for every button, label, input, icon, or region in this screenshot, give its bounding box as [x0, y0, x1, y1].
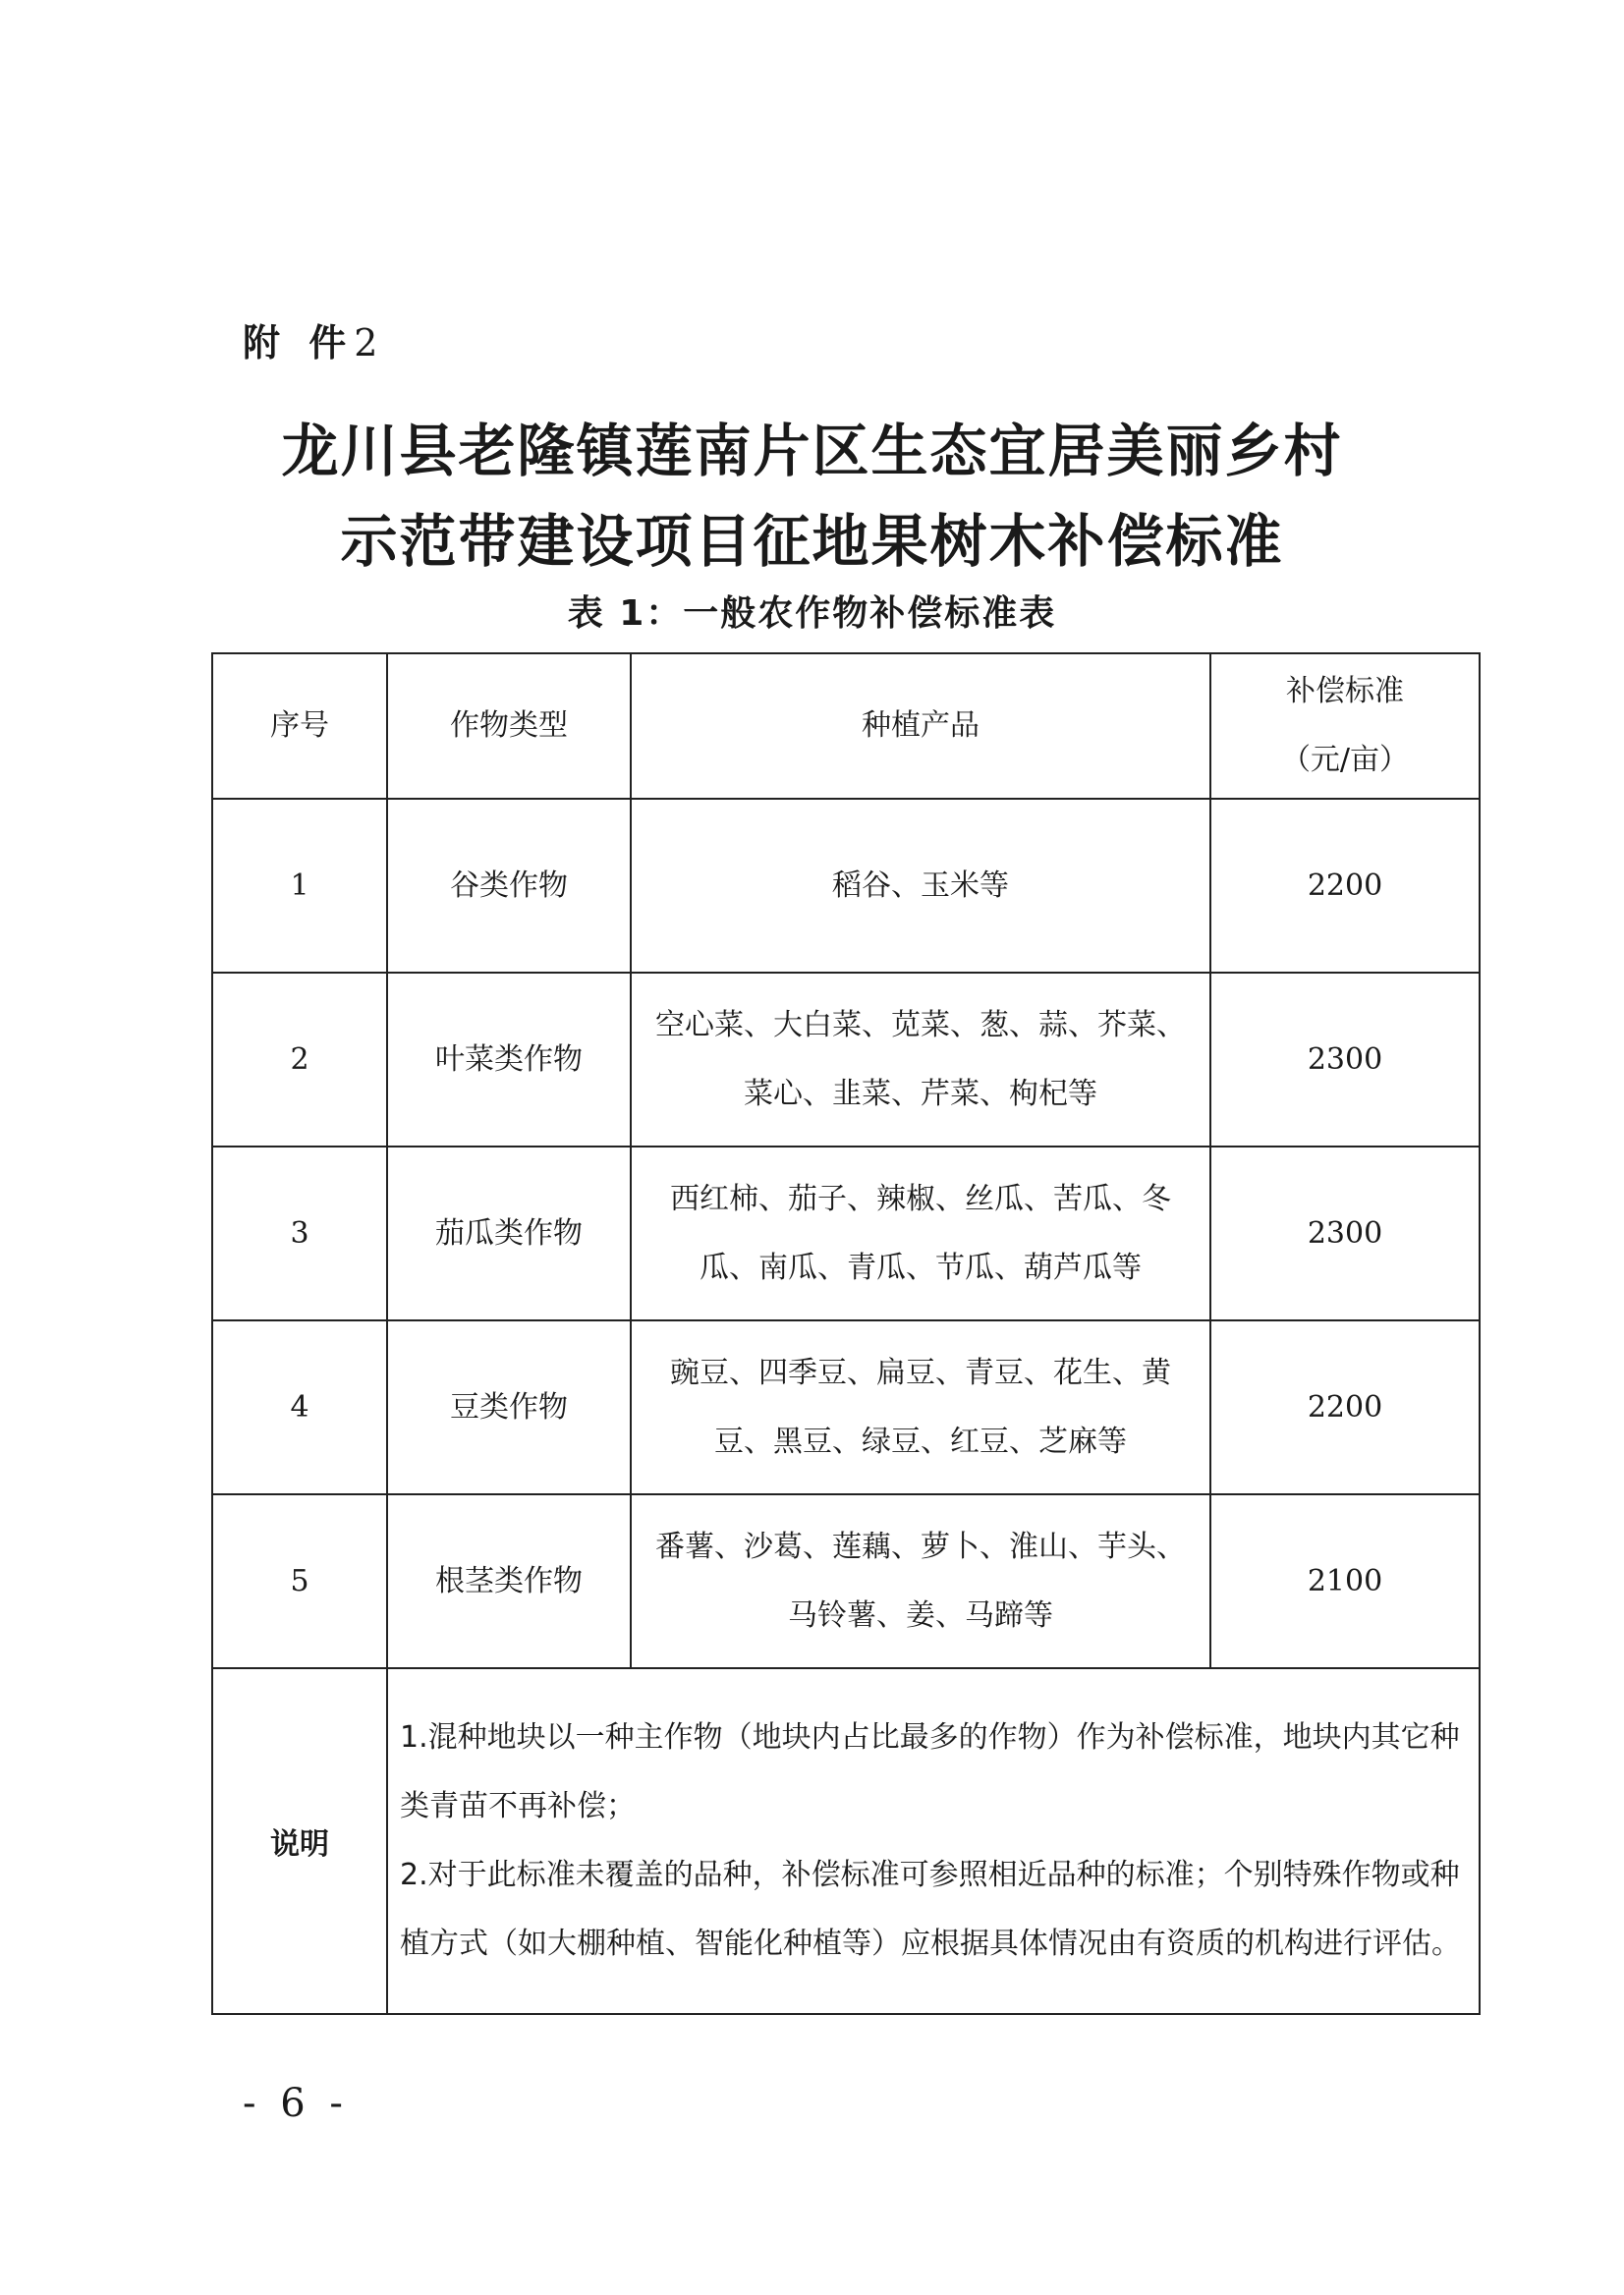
note-item: 2.对于此标准未覆盖的品种，补偿标准可参照相近品种的标准；个别特殊作物或种植方式（如大棚种植、智能化种植等）应根据具体情况由有资质的机构进行评估。 — [400, 1858, 1461, 1961]
row-crop-type: 谷类作物 — [387, 799, 631, 973]
row-index: 2 — [212, 973, 387, 1147]
row-products: 番薯、沙葛、莲藕、萝卜、淮山、芋头、马铃薯、姜、马蹄等 — [631, 1494, 1210, 1668]
table-header-row — [212, 653, 1480, 799]
header-index: 序号 — [212, 653, 387, 799]
page-number: - 6 - — [243, 2081, 349, 2126]
header-standard-line-2: （元/亩） — [1280, 743, 1410, 777]
row-standard: 2300 — [1210, 973, 1480, 1147]
attachment-label — [243, 312, 385, 366]
row-crop-type: 茄瓜类作物 — [387, 1147, 631, 1320]
document-title-line-2: 示范带建设项目征地果树木补偿标准 — [340, 508, 1284, 575]
note-item: 1.混种地块以一种主作物（地块内占比最多的作物）作为补偿标准，地块内其它种类青苗不再补偿； — [400, 1720, 1460, 1823]
notes-label: 说明 — [212, 1668, 387, 2014]
header-standard-line-1: 补偿标准 — [1286, 674, 1404, 708]
row-crop-type: 豆类作物 — [387, 1320, 631, 1494]
row-products: 西红柿、茄子、辣椒、丝瓜、苦瓜、冬瓜、南瓜、青瓜、节瓜、葫芦瓜等 — [631, 1147, 1210, 1320]
row-index: 4 — [212, 1320, 387, 1494]
table-row — [212, 799, 1480, 973]
row-standard: 2100 — [1210, 1494, 1480, 1668]
row-standard: 2200 — [1210, 799, 1480, 973]
table-row — [212, 1147, 1480, 1320]
header-standard — [1210, 653, 1480, 799]
row-products: 稻谷、玉米等 — [631, 799, 1210, 973]
attachment-text: 附 件 — [243, 321, 355, 364]
header-products: 种植产品 — [631, 653, 1210, 799]
notes-row — [212, 1668, 1480, 2014]
table-row — [212, 973, 1480, 1147]
compensation-table — [211, 652, 1481, 2015]
table-row — [212, 1320, 1480, 1494]
row-index: 3 — [212, 1147, 387, 1320]
attachment-number: 2 — [354, 321, 386, 364]
row-index: 1 — [212, 799, 387, 973]
row-standard: 2200 — [1210, 1320, 1480, 1494]
table-title: 表 1：一般农作物补偿标准表 — [567, 593, 1057, 634]
row-crop-type: 叶菜类作物 — [387, 973, 631, 1147]
table-row — [212, 1494, 1480, 1668]
row-products: 豌豆、四季豆、扁豆、青豆、花生、黄豆、黑豆、绿豆、红豆、芝麻等 — [631, 1320, 1210, 1494]
header-crop-type: 作物类型 — [387, 653, 631, 799]
row-products: 空心菜、大白菜、苋菜、葱、蒜、芥菜、菜心、韭菜、芹菜、枸杞等 — [631, 973, 1210, 1147]
row-index: 5 — [212, 1494, 387, 1668]
notes-content — [387, 1668, 1480, 2014]
row-standard: 2300 — [1210, 1147, 1480, 1320]
row-crop-type: 根茎类作物 — [387, 1494, 631, 1668]
document-title-line-1: 龙川县老隆镇莲南片区生态宜居美丽乡村 — [281, 418, 1343, 484]
